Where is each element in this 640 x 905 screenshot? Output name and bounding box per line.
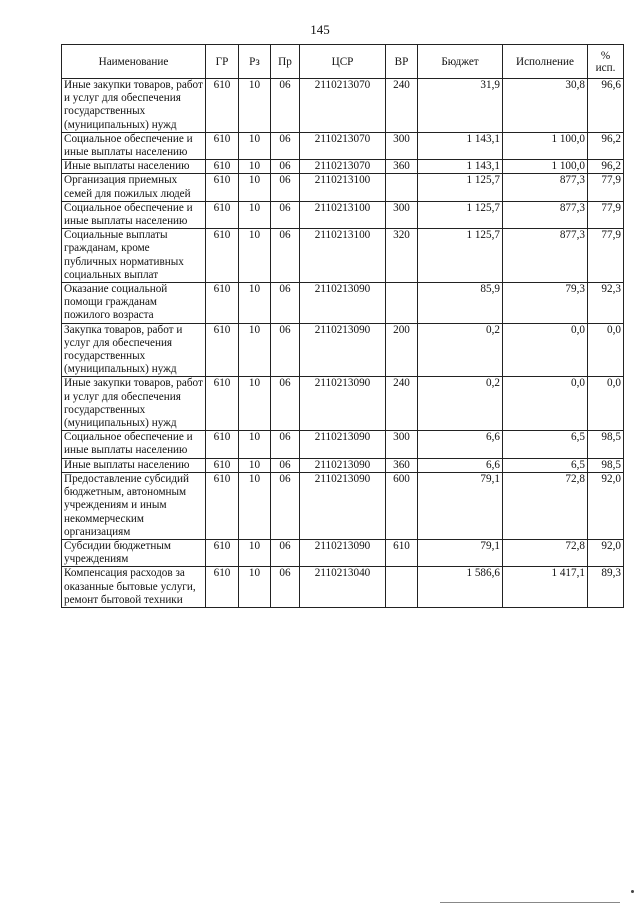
- cell-execution: 30,8: [503, 79, 588, 133]
- cell-name: Социальное обеспечение и иные выплаты населению: [62, 431, 206, 458]
- cell-gr: 610: [206, 539, 239, 566]
- table-row: [62, 79, 624, 133]
- table-row: [62, 377, 624, 431]
- cell-name: Социальное обеспечение и иные выплаты населению: [62, 132, 206, 159]
- cell-pct: 98,5: [588, 458, 624, 472]
- scan-mark: [631, 890, 634, 893]
- cell-vr: 240: [386, 377, 418, 431]
- table-body: [62, 79, 624, 608]
- cell-budget: 31,9: [418, 79, 503, 133]
- cell-gr: 610: [206, 229, 239, 283]
- cell-pr: 06: [271, 79, 300, 133]
- cell-pct: 96,6: [588, 79, 624, 133]
- cell-vr: 300: [386, 132, 418, 159]
- cell-vr: [386, 174, 418, 201]
- table-row: [62, 539, 624, 566]
- cell-pr: 06: [271, 539, 300, 566]
- table-row: [62, 458, 624, 472]
- col-header-name: Наименование: [62, 45, 206, 79]
- cell-rz: 10: [239, 283, 271, 324]
- page-number: 145: [310, 22, 330, 37]
- table-row: [62, 323, 624, 377]
- cell-rz: 10: [239, 201, 271, 228]
- cell-execution: 6,5: [503, 458, 588, 472]
- cell-vr: 200: [386, 323, 418, 377]
- cell-csr: 2110213040: [300, 567, 386, 608]
- cell-csr: 2110213070: [300, 132, 386, 159]
- table-row: [62, 174, 624, 201]
- cell-gr: 610: [206, 132, 239, 159]
- cell-pr: 06: [271, 132, 300, 159]
- cell-rz: 10: [239, 174, 271, 201]
- cell-pct: 92,3: [588, 283, 624, 324]
- cell-csr: 2110213090: [300, 472, 386, 539]
- cell-rz: 10: [239, 132, 271, 159]
- cell-pr: 06: [271, 377, 300, 431]
- cell-gr: 610: [206, 160, 239, 174]
- cell-pr: 06: [271, 458, 300, 472]
- cell-pr: 06: [271, 323, 300, 377]
- cell-budget: 0,2: [418, 323, 503, 377]
- cell-pct: 0,0: [588, 323, 624, 377]
- cell-name: Компенсация расходов за оказанные бытовые услуги, ремонт бытовой техники: [62, 567, 206, 608]
- cell-vr: [386, 283, 418, 324]
- cell-budget: 79,1: [418, 472, 503, 539]
- cell-pct: 0,0: [588, 377, 624, 431]
- cell-pr: 06: [271, 567, 300, 608]
- cell-csr: 2110213100: [300, 201, 386, 228]
- cell-vr: [386, 567, 418, 608]
- cell-budget: 85,9: [418, 283, 503, 324]
- cell-gr: 610: [206, 283, 239, 324]
- cell-rz: 10: [239, 323, 271, 377]
- cell-budget: 1 586,6: [418, 567, 503, 608]
- cell-pr: 06: [271, 283, 300, 324]
- cell-csr: 2110213100: [300, 174, 386, 201]
- table-row: [62, 472, 624, 539]
- cell-name: Социальное обеспечение и иные выплаты населению: [62, 201, 206, 228]
- cell-gr: 610: [206, 377, 239, 431]
- cell-csr: 2110213070: [300, 160, 386, 174]
- cell-name: Иные закупки товаров, работ и услуг для обеспечения государственных (муниципальных) нужд: [62, 377, 206, 431]
- cell-name: Оказание социальной помощи гражданам пожилого возраста: [62, 283, 206, 324]
- cell-execution: 877,3: [503, 201, 588, 228]
- cell-pct: 92,0: [588, 472, 624, 539]
- cell-execution: 0,0: [503, 323, 588, 377]
- cell-vr: 610: [386, 539, 418, 566]
- cell-rz: 10: [239, 567, 271, 608]
- cell-execution: 72,8: [503, 472, 588, 539]
- cell-budget: 1 125,7: [418, 174, 503, 201]
- cell-budget: 6,6: [418, 458, 503, 472]
- cell-budget: 1 143,1: [418, 160, 503, 174]
- col-header-execution: Исполнение: [503, 45, 588, 79]
- col-header-rz: Рз: [239, 45, 271, 79]
- cell-pct: 98,5: [588, 431, 624, 458]
- cell-rz: 10: [239, 472, 271, 539]
- cell-pr: 06: [271, 174, 300, 201]
- cell-name: Предоставление субсидий бюджетным, автономным учреждениям и иным некоммерческим организациям: [62, 472, 206, 539]
- cell-gr: 610: [206, 174, 239, 201]
- cell-name: Организация приемных семей для пожилых людей: [62, 174, 206, 201]
- cell-budget: 1 125,7: [418, 201, 503, 228]
- cell-gr: 610: [206, 79, 239, 133]
- cell-pr: 06: [271, 160, 300, 174]
- cell-pr: 06: [271, 472, 300, 539]
- cell-execution: 1 100,0: [503, 160, 588, 174]
- col-header-pct: % исп.: [588, 45, 624, 79]
- cell-execution: 1 100,0: [503, 132, 588, 159]
- table-row: [62, 132, 624, 159]
- cell-execution: 79,3: [503, 283, 588, 324]
- col-header-csr: ЦСР: [300, 45, 386, 79]
- cell-csr: 2110213070: [300, 79, 386, 133]
- budget-table: [61, 44, 624, 608]
- cell-pct: 77,9: [588, 229, 624, 283]
- cell-pr: 06: [271, 229, 300, 283]
- table-row: [62, 567, 624, 608]
- cell-execution: 877,3: [503, 229, 588, 283]
- cell-vr: 320: [386, 229, 418, 283]
- cell-vr: 360: [386, 160, 418, 174]
- cell-execution: 6,5: [503, 431, 588, 458]
- col-header-pr: Пр: [271, 45, 300, 79]
- cell-gr: 610: [206, 323, 239, 377]
- cell-execution: 1 417,1: [503, 567, 588, 608]
- cell-rz: 10: [239, 377, 271, 431]
- cell-rz: 10: [239, 160, 271, 174]
- cell-pr: 06: [271, 431, 300, 458]
- cell-name: Социальные выплаты гражданам, кроме публичных нормативных социальных выплат: [62, 229, 206, 283]
- cell-gr: 610: [206, 472, 239, 539]
- cell-budget: 79,1: [418, 539, 503, 566]
- table-row: [62, 201, 624, 228]
- cell-csr: 2110213090: [300, 539, 386, 566]
- table-row: [62, 283, 624, 324]
- cell-gr: 610: [206, 458, 239, 472]
- cell-rz: 10: [239, 229, 271, 283]
- cell-csr: 2110213090: [300, 431, 386, 458]
- cell-name: Субсидии бюджетным учреждениям: [62, 539, 206, 566]
- cell-csr: 2110213090: [300, 323, 386, 377]
- cell-budget: 1 143,1: [418, 132, 503, 159]
- cell-rz: 10: [239, 539, 271, 566]
- cell-execution: 877,3: [503, 174, 588, 201]
- cell-csr: 2110213100: [300, 229, 386, 283]
- table-row: [62, 431, 624, 458]
- cell-pct: 96,2: [588, 160, 624, 174]
- col-header-budget: Бюджет: [418, 45, 503, 79]
- cell-pct: 92,0: [588, 539, 624, 566]
- cell-pr: 06: [271, 201, 300, 228]
- cell-csr: 2110213090: [300, 458, 386, 472]
- cell-csr: 2110213090: [300, 377, 386, 431]
- cell-vr: 360: [386, 458, 418, 472]
- cell-pct: 77,9: [588, 201, 624, 228]
- cell-pct: 89,3: [588, 567, 624, 608]
- cell-name: Иные закупки товаров, работ и услуг для обеспечения государственных (муниципальных) нужд: [62, 79, 206, 133]
- cell-pct: 77,9: [588, 174, 624, 201]
- cell-budget: 0,2: [418, 377, 503, 431]
- cell-rz: 10: [239, 79, 271, 133]
- cell-name: Иные выплаты населению: [62, 458, 206, 472]
- cell-execution: 0,0: [503, 377, 588, 431]
- cell-budget: 6,6: [418, 431, 503, 458]
- cell-budget: 1 125,7: [418, 229, 503, 283]
- cell-rz: 10: [239, 431, 271, 458]
- cell-name: Закупка товаров, работ и услуг для обеспечения государственных (муниципальных) нужд: [62, 323, 206, 377]
- col-header-vr: ВР: [386, 45, 418, 79]
- cell-rz: 10: [239, 458, 271, 472]
- cell-vr: 300: [386, 201, 418, 228]
- cell-execution: 72,8: [503, 539, 588, 566]
- cell-vr: 600: [386, 472, 418, 539]
- table-row: [62, 229, 624, 283]
- table-row: [62, 160, 624, 174]
- cell-vr: 300: [386, 431, 418, 458]
- cell-name: Иные выплаты населению: [62, 160, 206, 174]
- cell-csr: 2110213090: [300, 283, 386, 324]
- cell-gr: 610: [206, 567, 239, 608]
- cell-vr: 240: [386, 79, 418, 133]
- cell-gr: 610: [206, 201, 239, 228]
- table-header-row: [62, 45, 624, 79]
- scan-edge-line: [440, 902, 620, 903]
- cell-gr: 610: [206, 431, 239, 458]
- cell-pct: 96,2: [588, 132, 624, 159]
- col-header-gr: ГР: [206, 45, 239, 79]
